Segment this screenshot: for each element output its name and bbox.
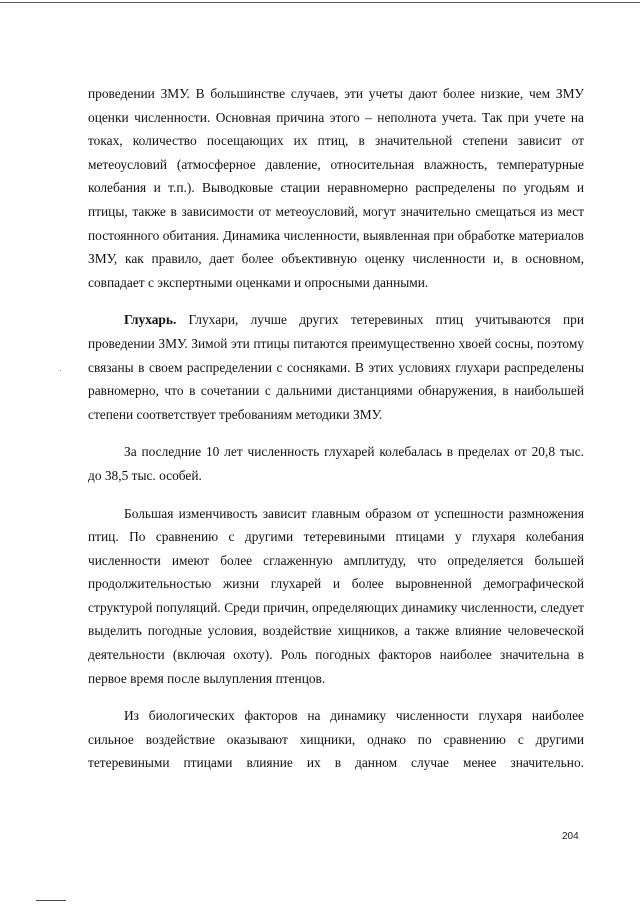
paragraph-3 <box>88 440 584 487</box>
paragraph-2-heading: Глухарь. <box>124 312 177 328</box>
paragraph-4-text: Большая изменчивость зависит главным образом от успешности размножения птиц. По сравнению с другими тетеревиными птицами у глухаря колебания численности имеют более сглаженную амплитуду, что определяется большей продолжительностью жизни глухарей и более выровненной демографической структурой популяций. Среди причин, определяющих динамику численности, следует выделить погодные условия, воздействие хищников, а также влияние человеческой деятельности (включая охоту). Роль погодных факторов наиболее значительна в первое время после вылупления птенцов. <box>88 505 584 686</box>
paragraph-1 <box>88 82 584 294</box>
page-number: 204 <box>562 831 579 842</box>
paragraph-5-text: Из биологических факторов на динамику численности глухаря наиболее сильное воздействие оказывают хищники, однако по сравнению с другими тетеревиными птицами влияние их в данном случае менее значительно. <box>88 708 584 771</box>
bottom-edge-mark <box>36 900 66 901</box>
paragraph-3-text: За последние 10 лет численность глухарей колебалась в пределах от 20,8 тыс. до 38,5 тыс. особей. <box>88 444 584 483</box>
margin-speck <box>60 370 61 371</box>
paragraph-5 <box>88 704 584 775</box>
paragraph-1-text: проведении ЗМУ. В большинстве случаев, эти учеты дают более низкие, чем ЗМУ оценки численности. Основная причина этого – неполнота учета. Так при учете на токах, количество посещающих их птиц, в значительной степени зависит от метеоусловий (атмосферное давление, относительная влажность, температурные колебания и т.п.). Выводковые стации неравномерно распределены по угодьям и птицы, также в зависимости от метеоусловий, могут значительно смещаться из мест постоянного обитания. Динамика численности, выявленная при обработке материалов ЗМУ, как правило, дает более объективную оценку численности и, в основном, совпадает с экспертными оценками и опросными данными. <box>88 86 584 290</box>
paragraph-4 <box>88 502 584 691</box>
top-border-line <box>0 2 640 3</box>
document-body <box>88 82 584 775</box>
paragraph-2-text: Глухари, лучше других тетеревиных птиц учитываются при проведении ЗМУ. Зимой эти птицы питаются преимущественно хвоей сосны, поэтому связаны в своем распределении с сосняками. В этих условиях глухари распределены равномерно, что в сочетании с дальними дистанциями обнаружения, в наибольшей степени соответствует требованиям методики ЗМУ. <box>88 312 584 422</box>
paragraph-2 <box>88 308 584 426</box>
